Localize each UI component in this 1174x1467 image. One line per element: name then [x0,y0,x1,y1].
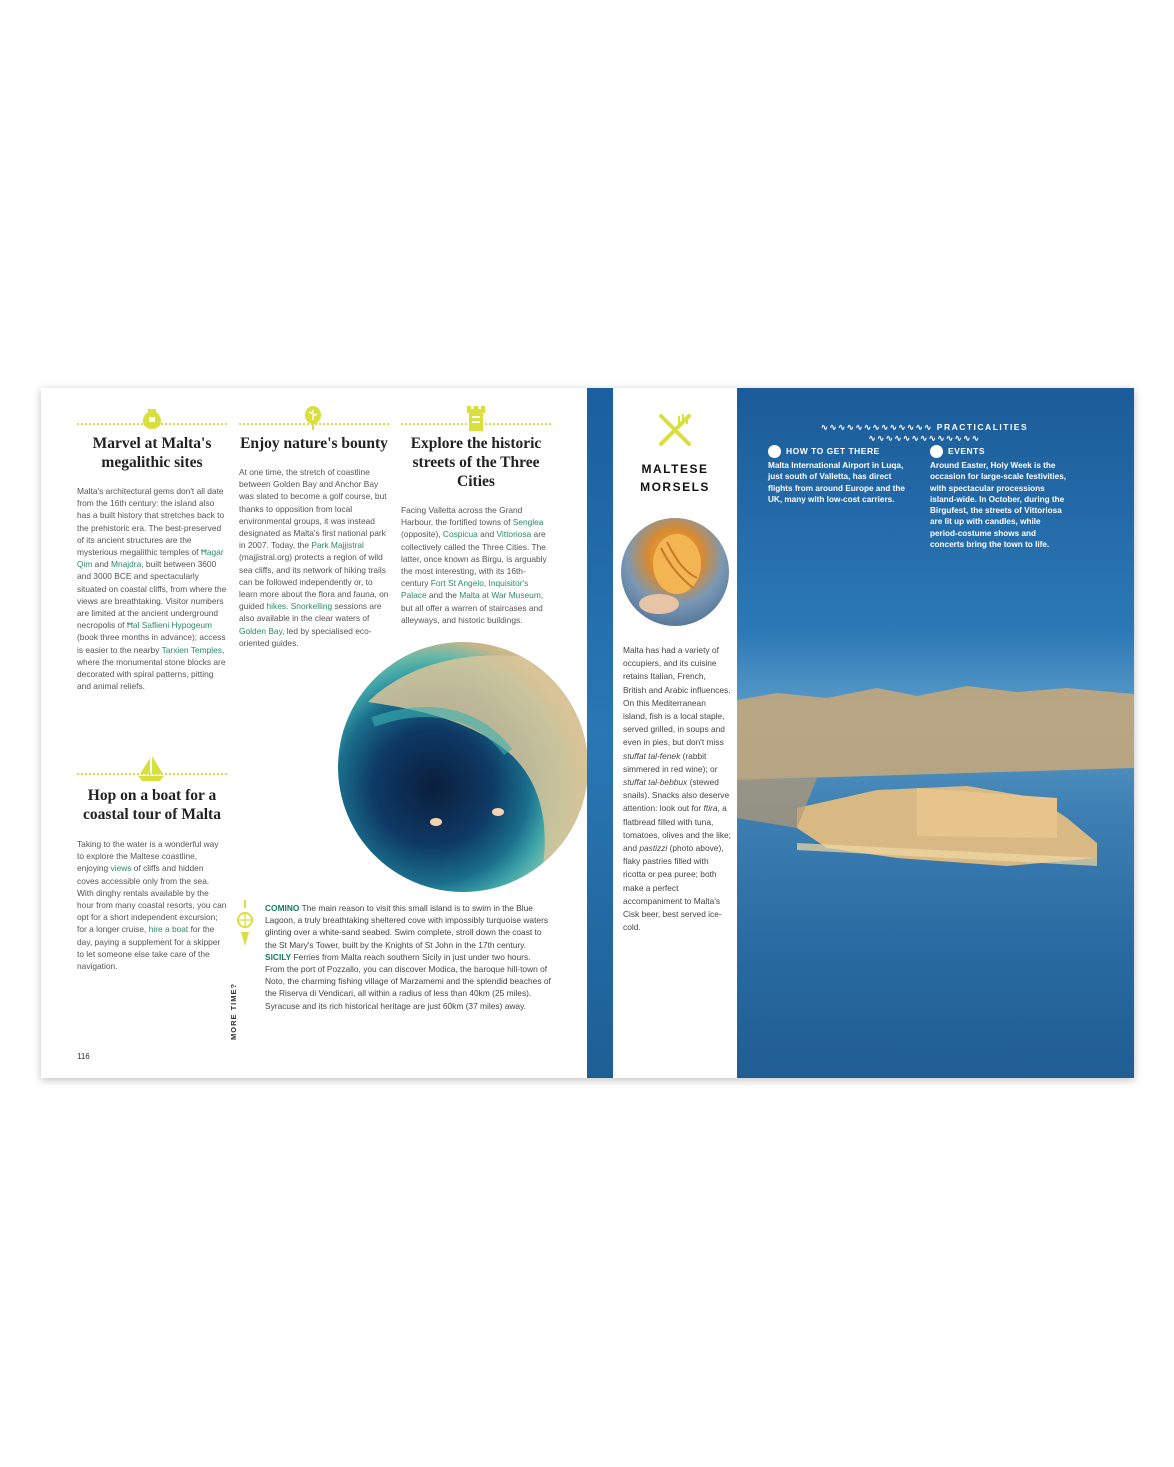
vase-icon [142,408,162,430]
calendar-icon [930,445,943,458]
cliffs-illustration [338,642,588,892]
page-number: 116 [77,1052,90,1061]
sicily-paragraph: SICILY Ferries from Malta reach southern Sicily in just under two hours. From the port of Pozzallo, you can discover Modica, the baroque hill-town of Noto, the charming fishing village of Marzamemi and the splendid beaches of the Riserva di Vendicari, all within a radius of less than 40km (25 miles). Syracuse and its rich historical heritage are just 60km (37 miles) away. [265,951,551,1011]
pastizzi-photo [621,518,729,626]
wave-divider-left: ∿∿∿∿∿∿∿∿∿∿∿∿∿ [820,422,937,432]
column-body: Facing Valletta across the Grand Harbour, the fortified towns of Senglea (opposite), Cospicua and Vittoriosa are collectively called the Three Cities. The latter, once known as Birgu, is arguably the most interesting, with its 16th-century Fort St Angelo, Inquisitor's Palace and the Malta at War Museum, but all offer a warren of staircases and alleyways, and historic buildings. [401,505,547,625]
sailboat-icon [137,756,165,782]
blue-lagoon-photo [338,642,588,892]
pastry-illustration [621,518,729,626]
practicalities-heading: ∿∿∿∿∿∿∿∿∿∿∿∿∿ PRACTICALITIES ∿∿∿∿∿∿∿∿∿∿∿∿∿ [820,422,1029,443]
events-text: Around Easter, Holy Week is the occasion for large-scale festivities, with spectacular processions island-wide. In October, during the Birgufest, the streets of Vittoriosa are lit up with candles, while period-costume shows and concerts bring the town to life. [930,461,1067,550]
column-body: Malta's architectural gems don't all date from the 16th century: the island also has a built history that stretches back to the prehistoric era. The best-preserved of its ancient structures are the mysterious megalithic temples of Ħagar Qim and Mnajdra, built between 3600 and 3000 BCE and spectacularly situated on coastal cliffs, from where the views are breathtaking. Visitor numbers are limited at the ancient underground necropolis of Ħal Saflieni Hypogeum (book three months in advance); access is easier to the nearby Tarxien Temples, where the monumental stone blocks are decorated with spiral patterns, pitting and animal reliefs. [77,486,227,692]
column-body: Taking to the water is a wonderful way to explore the Maltese coastline, enjoying views of cliffs and hidden coves accessible only from the sea. With dinghy rentals available by the hour from many coastal resorts, you can opt for a short independent excursion; for a longer cruise, hire a boat for the day, paying a supplement for a skipper to let someone else take care of the navigation. [77,839,227,972]
column-body: At one time, the stretch of coastline between Golden Bay and Anchor Bay was slated to become a golf course, but thanks to opposition from local environmental groups, it was instead designated as Malta's first national park in 2007. Today, the Park Majjistral (majjistral.org) protects a region of wild sea cliffs, and its network of hiking trails can be followed independently or, to learn more about the flora and fauna, on guided hikes. Snorkelling sessions are also available in the clear waters of Golden Bay, led by specialised eco-oriented guides. [239,467,389,648]
fork-knife-icon [657,412,693,448]
tower-icon [466,405,486,431]
tree-icon [304,406,322,430]
more-time-label: MORE TIME? [229,982,238,1040]
column-three-cities [401,434,551,626]
events [930,446,1070,550]
sidebar-title: MALTESE MORSELS [640,462,710,494]
photo-edge-strip [587,388,613,1078]
how-to-get-there-title: HOW TO GET THERE [786,446,880,456]
magazine-spread [41,388,1134,1078]
comino-paragraph: COMINO The main reason to visit this small island is to swim in the Blue Lagoon, a truly breathtaking sheltered cove with impossibly turquoise waters glinting over a white-sand seabed. Swim complete, stroll down the coast to the St Mary's Tower, built by the Knights of St John in the 17th century. [265,903,549,950]
how-to-get-there-text: Malta International Airport in Luqa, just south of Valletta, has direct flights from around Europe and the UK, many with low-cost carriers. [768,461,905,504]
column-heading: Marvel at Malta's megalithic sites [92,435,212,471]
column-megalithic [77,434,227,692]
column-boat [77,786,227,972]
compass-icon [237,900,253,946]
more-time-box [265,902,551,1012]
valletta-harbour-photo [737,388,1134,1078]
sidebar-body: Malta has had a variety of occupiers, and its cuisine retains Italian, French, British and Arabic influences. On this Mediterranean island, fish is a local staple, served grilled, in soups and even in pies, but don't miss stuffat tal-fenek (rabbit simmered in red wine); or stuffat tal-bebbux (stewed snails). Snacks also deserve attention: look out for ftira, a flatbread filled with tuna, tomatoes, olives and the like; and pastizzi (photo above), flaky pastries filled with ricotta or pea puree; both make a perfect accompaniment to Malta's Cisk beer, best served ice-cold. [623,645,732,933]
column-nature [239,434,389,649]
maltese-morsels-sidebar [613,388,737,1078]
left-page [41,388,587,1078]
train-icon [768,445,781,458]
how-to-get-there [768,446,908,505]
events-title: EVENTS [948,446,986,456]
column-heading: Enjoy nature's bounty [240,435,388,452]
wave-divider-right: ∿∿∿∿∿∿∿∿∿∿∿∿∿ [868,433,981,443]
column-heading: Explore the historic streets of the Three Cities [410,435,542,490]
column-heading: Hop on a boat for a coastal tour of Malta [83,787,221,823]
